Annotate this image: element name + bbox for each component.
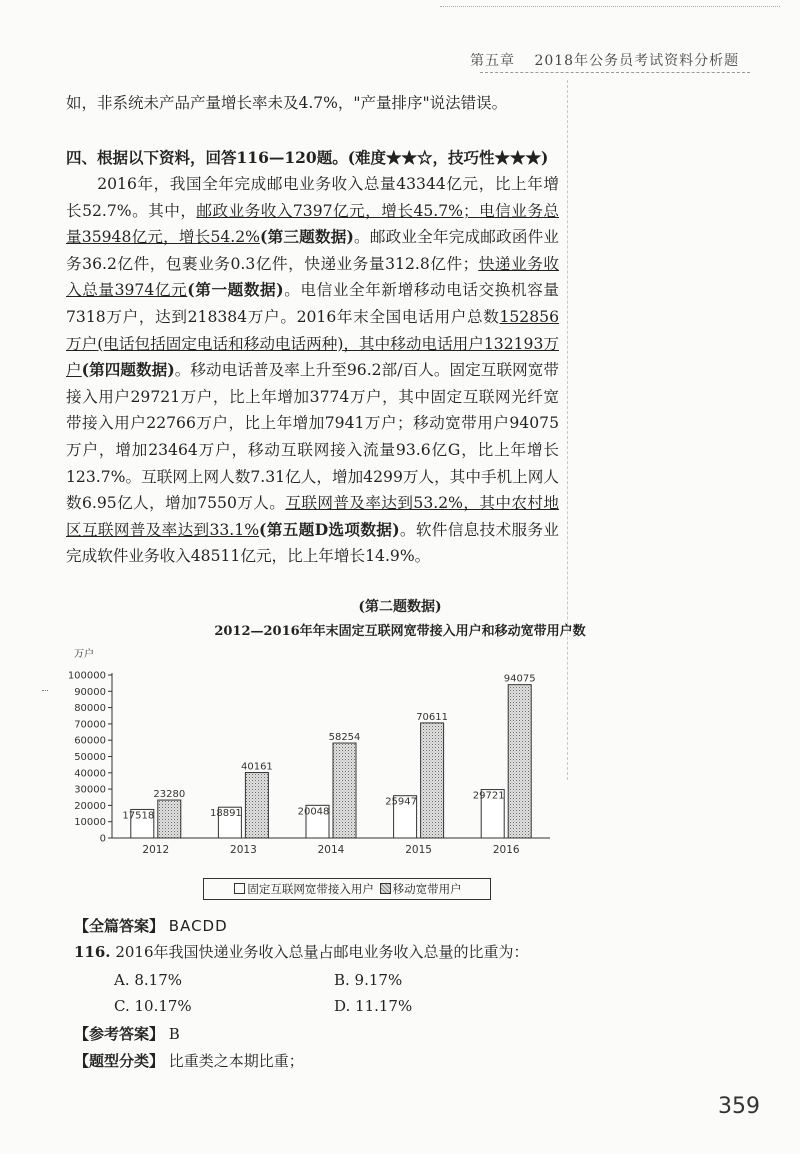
header-book-title: 2018年公务员考试资料分析题 bbox=[534, 53, 740, 69]
option-b[interactable]: B. 9.17% bbox=[334, 971, 403, 989]
legend-swatch-mobile bbox=[380, 883, 391, 894]
reference-answer-line bbox=[74, 1024, 180, 1044]
y-tick-label: 50000 bbox=[74, 752, 106, 763]
data-label: 20048 bbox=[297, 806, 330, 818]
y-axis-label: 万户 bbox=[74, 649, 94, 660]
x-tick-label: 2012 bbox=[142, 844, 170, 856]
data-paragraph bbox=[66, 171, 559, 570]
margin-dashed-line bbox=[567, 80, 568, 780]
section-title: 四、根据以下资料，回答116—120题。(难度★★☆，技巧性★★★) bbox=[66, 148, 549, 167]
header-rule bbox=[480, 72, 750, 73]
para-s14-tag: (第五题D选项数据) bbox=[259, 519, 400, 539]
y-axis bbox=[68, 671, 112, 845]
para-s15: 。软件信息技术服务业完成软件业务收入48511亿元，比上年增长14.9%。 bbox=[66, 520, 559, 566]
reference-answer-value: B bbox=[168, 1025, 180, 1043]
question-text: 2016年我国快递业务收入总量占邮电业务收入总量的比重为： bbox=[115, 943, 529, 961]
question-type-value: 比重类之本期比重； bbox=[168, 1052, 304, 1070]
legend-item-fixed: 固定互联网宽带接入用户 bbox=[247, 882, 374, 896]
data-label: 18891 bbox=[209, 808, 242, 820]
para-s8: 。电信业全年新增移动电话交换机容量7318万户，达到218384万户。2016年末全国电话用户总数 bbox=[66, 281, 559, 326]
page-number: 359 bbox=[718, 1094, 760, 1119]
y-tick-label: 20000 bbox=[74, 800, 106, 812]
answers-value: BACDD bbox=[168, 917, 228, 935]
x-tick-label: 2013 bbox=[230, 844, 257, 856]
para-s2: 邮政业务收入7397亿元，增长45.7%； bbox=[196, 201, 479, 220]
chart-legend bbox=[203, 878, 491, 900]
para-s5: 。邮政业全年完成邮政函件业务36.2亿件，包裹业务0.3亿件，快递业务量312.8亿件； bbox=[66, 228, 559, 273]
data-label: 94075 bbox=[503, 673, 536, 685]
option-d[interactable]: D. 11.17% bbox=[334, 997, 413, 1015]
data-label: 58254 bbox=[328, 732, 361, 744]
running-header bbox=[470, 50, 770, 70]
para-s1: 2016年，我国全年完成邮电业务收入总量43344亿元，比上年增长52.7%。其中， bbox=[66, 175, 559, 220]
y-tick-label: 0 bbox=[99, 833, 106, 845]
option-a[interactable]: A. 8.17% bbox=[114, 971, 183, 989]
para-s3: 电信业务总量35948亿元，增长54.2% bbox=[66, 201, 559, 247]
bar-mobile-broadband bbox=[158, 800, 181, 838]
y-tick-label: 90000 bbox=[74, 686, 106, 698]
data-label: 70611 bbox=[416, 711, 449, 723]
y-tick-label: 80000 bbox=[74, 703, 106, 715]
legend-item-mobile: 移动宽带用户 bbox=[392, 882, 462, 896]
bar-group bbox=[122, 674, 535, 838]
para-s12: 。移动电话普及率上升至96.2部/百人。固定互联网宽带接入用户29721万户，比上年增加3774万户，其中固定互联网光纤宽带接入用户22766万户，比上年增加7941万户；移动宽带用户94075万户，增加23464万户，移动互联网接入流量93.6亿G，比上年增长123.7%。互联网上网人数7.31亿人，增加4299万人，其中手机上网人数6.95亿人，增加7550万人。 bbox=[66, 361, 559, 513]
question-type-line bbox=[74, 1051, 304, 1071]
bar-mobile-broadband bbox=[245, 773, 268, 838]
header-chapter: 第五章 bbox=[470, 53, 515, 69]
y-tick-label: 40000 bbox=[74, 768, 106, 780]
bar-mobile-broadband bbox=[333, 743, 356, 838]
continued-text-line: 如，非系统未产品产量增长率未及4.7%，"产量排序"说法错误。 bbox=[66, 94, 508, 112]
question-number: 116. bbox=[74, 943, 111, 961]
y-tick-label: 30000 bbox=[74, 784, 106, 796]
para-s6: 快递业务收入总量3974亿元 bbox=[66, 254, 559, 300]
x-tick-label: 2015 bbox=[405, 844, 432, 856]
y-tick-label: 70000 bbox=[74, 719, 106, 731]
data-label: 17518 bbox=[122, 810, 155, 822]
x-tick-label: 2014 bbox=[317, 844, 345, 856]
para-s7-tag: (第一题数据) bbox=[187, 280, 284, 300]
bar-mobile-broadband bbox=[508, 685, 531, 838]
top-edge-strip bbox=[440, 6, 780, 10]
data-label: 25947 bbox=[385, 796, 418, 808]
reference-answer-label: 【参考答案】 bbox=[74, 1025, 165, 1043]
y-tick-label: 10000 bbox=[74, 817, 106, 829]
para-s4-tag: (第三题数据) bbox=[260, 227, 354, 247]
data-label: 23280 bbox=[153, 789, 186, 801]
x-tick-label: 2016 bbox=[492, 844, 520, 856]
question-type-label: 【题型分类】 bbox=[74, 1052, 165, 1070]
bar-chart bbox=[60, 645, 560, 865]
option-c[interactable]: C. 10.17% bbox=[114, 997, 192, 1015]
chart-subtitle: (第二题数据) bbox=[358, 599, 442, 615]
data-label: 40161 bbox=[240, 761, 273, 773]
answers-label: 【全篇答案】 bbox=[74, 917, 165, 935]
para-s9: 152856万户(电话包括固定电话和移动电话两种) bbox=[66, 307, 559, 353]
question-116 bbox=[74, 942, 529, 962]
y-tick-label: 60000 bbox=[74, 735, 106, 747]
legend-swatch-fixed bbox=[234, 883, 245, 894]
data-label: 29721 bbox=[472, 790, 505, 802]
chart-title: 2012—2016年年末固定互联网宽带接入用户和移动宽带用户数 bbox=[214, 624, 586, 639]
answers-line bbox=[74, 916, 228, 936]
x-axis bbox=[112, 838, 550, 856]
bar-mobile-broadband bbox=[421, 723, 444, 838]
para-s11-tag: (第四题数据) bbox=[81, 360, 175, 380]
para-s10: ，其中移动电话用户132193万户 bbox=[66, 334, 560, 380]
para-s13: 互联网普及率达到53.2%，其中农村地区互联网普及率达到33.1% bbox=[66, 494, 559, 539]
margin-dot-mark bbox=[42, 690, 48, 691]
y-tick-label: 100000 bbox=[67, 670, 106, 682]
